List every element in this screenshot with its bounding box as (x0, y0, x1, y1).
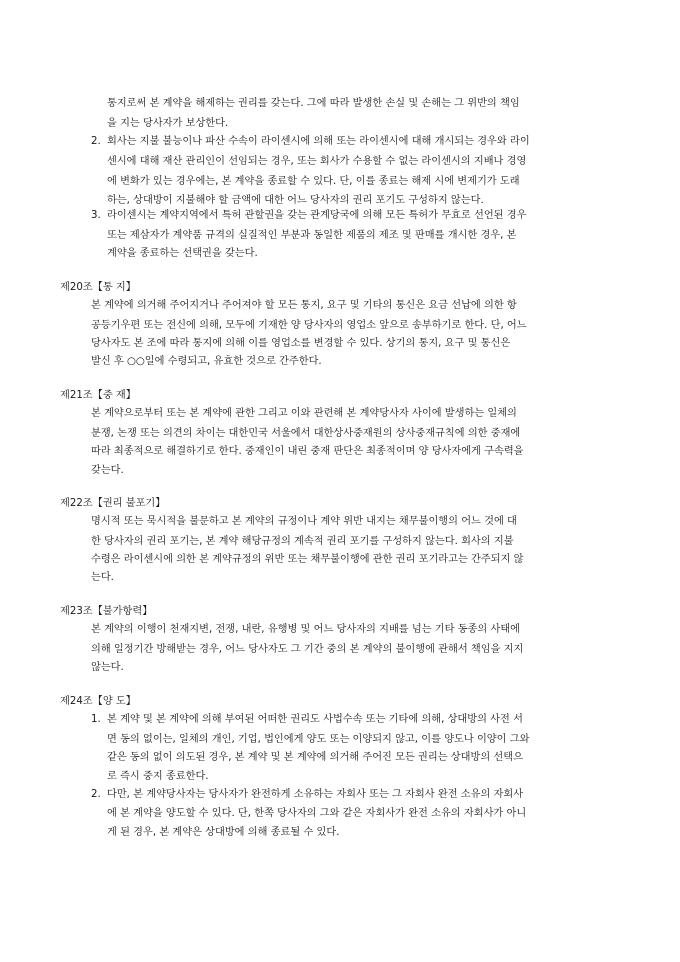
text-line: 공등기우편 또는 전신에 의해, 모두에 기재한 양 당사자의 영업소 앞으로 송부하기로 한다. 단, 어느 (91, 320, 527, 331)
text-line: 본 계약으로부터 또는 본 계약에 관한 그리고 이와 관련해 본 계약당사자 사이에 발생하는 일체의 (91, 408, 517, 419)
text-line: 의해 일정기간 방해받는 경우, 어느 당사자도 그 기간 중의 본 계약의 불이행에 관해서 책임을 지지 (91, 644, 524, 655)
list-number: 3. (91, 210, 101, 221)
text-line: 면 동의 없이는, 일체의 개인, 기업, 법인에게 양도 또는 이양되지 않고, 이를 양도나 이양이 그와 (107, 734, 530, 745)
text-line: 을 지는 당사자가 보상한다. (107, 118, 229, 129)
text-line: 않는다. (91, 662, 124, 673)
list-number: 2. (91, 136, 101, 147)
text-line: 본 계약의 이행이 천재지변, 전쟁, 내란, 유행병 및 어느 당사자의 지배를 넘는 기타 동종의 사태에 (91, 624, 521, 635)
text-line: 따라 최종적으로 해결하기로 한다. 중재인이 내린 중재 판단은 최종적이며 양 당사자에게 구속력을 (91, 446, 524, 457)
text-line: 에 본 계약을 양도할 수 있다. 단, 한쪽 당사자의 그와 같은 자회사가 완전 소유의 자회사가 아니 (107, 808, 527, 819)
text-line: 같은 동의 없이 의도된 경우, 본 계약 및 본 계약에 의거해 주어진 모든 권리는 상대방의 선택으 (107, 752, 523, 763)
list-number: 2. (91, 789, 101, 800)
article-heading: 제22조【권리 불포기】 (60, 498, 166, 509)
text-line: 명시적 또는 묵시적을 불문하고 본 계약의 규정이나 계약 위반 내지는 채무불이행의 어느 것에 대 (91, 516, 517, 527)
article-heading: 제21조【중 재】 (60, 390, 136, 401)
text-line: 본 계약에 의거해 주어지거나 주어져야 할 모든 통지, 요구 및 기타의 통신은 요금 선납에 의한 항 (91, 300, 517, 311)
list-number: 1. (91, 714, 101, 725)
text-line: 계약을 종료하는 선택권을 갖는다. (107, 248, 258, 259)
article-heading: 제24조【양 도】 (60, 696, 136, 707)
article-heading: 제20조【통 지】 (60, 282, 136, 293)
text-line: 회사는 지불 불능이나 파산 수속이 라이센시에 의해 또는 라이센시에 대해 개시되는 경우와 라이 (107, 136, 530, 147)
text-line: 또는 제삼자가 계약품 규격의 실질적인 부분과 동일한 제품의 제조 및 판매를 개시한 경우, 본 (107, 230, 517, 241)
text-line: 센시에 대해 재산 관리인이 선임되는 경우, 또는 회사가 수용할 수 없는 라이센시의 지배나 경영 (107, 156, 527, 167)
text-line: 분쟁, 논쟁 또는 의견의 차이는 대한민국 서울에서 대한상사중재원의 상사중재규칙에 의한 중재에 (91, 428, 521, 439)
text-line: 다만, 본 계약당사자는 당사자가 완전하게 소유하는 자회사 또는 그 자회사 완전 소유의 자회사 (107, 789, 524, 800)
text-line: 하는, 상대방이 지불해야 할 금액에 대한 어느 당사자의 권리 포기도 구성하지 않는다. (107, 195, 484, 206)
text-line: 갖는다. (91, 465, 124, 476)
text-line: 한 당사자의 권리 포기는, 본 계약 해당규정의 계속적 권리 포기를 구성하지 않는다. 회사의 지불 (91, 536, 514, 547)
text-line: 통지로써 본 계약을 해제하는 권리를 갖는다. 그에 따라 발생한 손실 및 손해는 그 위반의 책임 (107, 98, 520, 109)
text-line: 발신 후 ○○일에 수령되고, 유효한 것으로 간주한다. (91, 356, 322, 367)
text-line: 는다. (91, 572, 114, 583)
text-line: 게 된 경우, 본 계약은 상대방에 의해 종료될 수 있다. (107, 827, 340, 838)
text-line: 로 즉시 중지 종료한다. (107, 771, 209, 782)
text-line: 라이센시는 계약지역에서 특허 관할권을 갖는 관계당국에 의해 모든 특허가 무효로 선언된 경우 (107, 210, 527, 221)
text-line: 수령은 라이센시에 의한 본 계약규정의 위반 또는 채무불이행에 관한 권리 포기라고는 간주되지 않 (91, 554, 524, 565)
article-heading: 제23조【불가항력】 (60, 606, 153, 617)
text-line: 당사자도 본 조에 따라 통지에 의해 이를 영업소를 변경할 수 있다. 상기의 통지, 요구 및 통신은 (91, 338, 511, 349)
text-line: 에 변화가 있는 경우에는, 본 계약을 종료할 수 있다. 단, 이를 종료는 해제 시에 변제기가 도래 (107, 176, 520, 187)
text-line: 본 계약 및 본 계약에 의해 부여된 어떠한 권리도 사법수속 또는 기타에 의해, 상대방의 사전 서 (107, 714, 523, 725)
